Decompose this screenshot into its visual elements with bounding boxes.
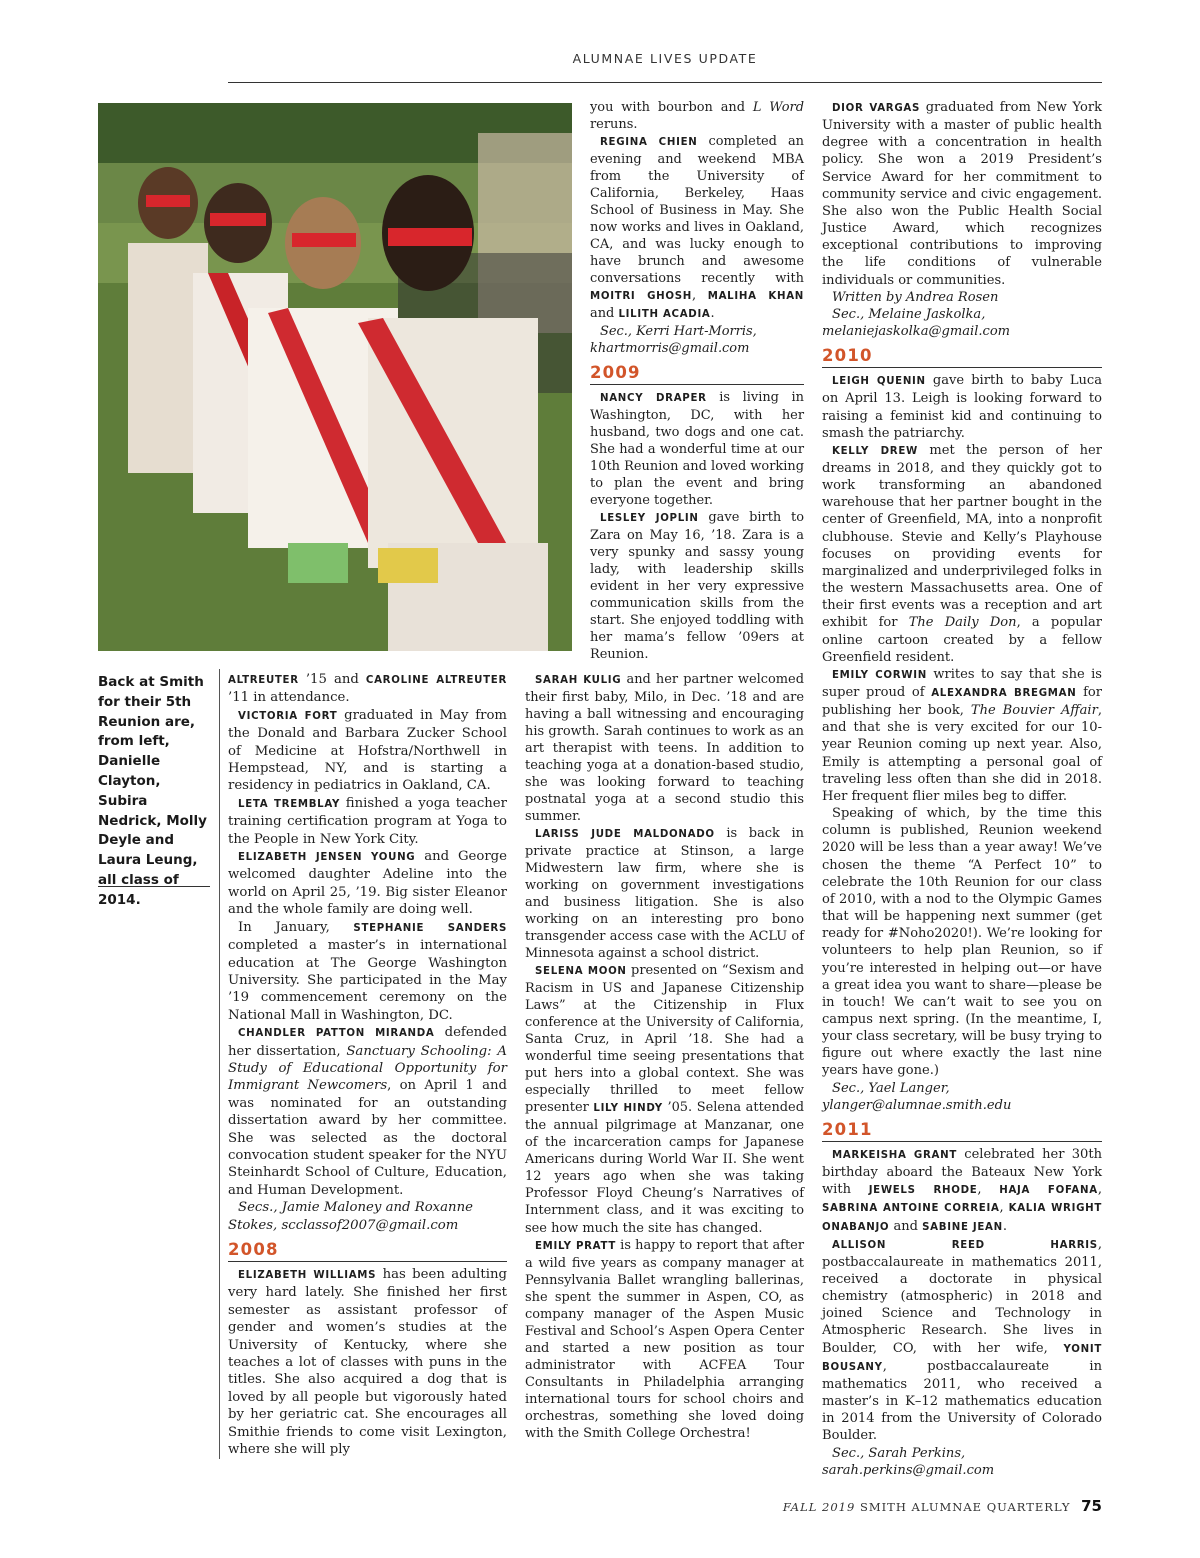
name-sabine-jean: SABINE JEAN [922, 1221, 1003, 1233]
note-markeisha-grant: MARKEISHA GRANT celebrated her 30th birthday aboard the Bateaux New York with JEWELS RHODE, HAJA FOFANA, SABRINA ANTOINE CORREIA, KALIA WRIGHT ONABANJO and SABINE JEAN. [822, 1146, 1103, 1234]
note-kelly-drew: KELLY DREW met the person of her dreams in 2018, and they quickly got to work transforming an abandoned warehouse that her partner bought in the center of Greenfield, MA, into a nonprofit clubhouse. Stevie and Kelly’s Playhouse focuses on providing events for marginalized and underprivileged folks in the western Massachusetts area. One of their first events was a reception and art exhibit for The Daily Don, a popular online cartoon created by a fellow Greenfield resident. [822, 442, 1102, 665]
note-emily-corwin: EMILY CORWIN writes to say that she is super proud of ALEXANDRA BREGMAN for publishing her book, The Bouvier Affair, and that she is very excited for our 10-year Reunion coming up next year. Also, Emily is attempting a personal goal of traveling less often than she did in 2018. Her frequent flier miles beg to differ. [822, 666, 1103, 804]
note-sarah-kulig: SARAH KULIG and her partner welcomed their first baby, Milo, in Dec. ’18 and are having a ball witnessing and encouraging his growth. Sarah continues to work as an art therapist with teens. In addition to teaching yoga at a donation-based studio, she was looking forward to teaching postnatal yoga at a second studio this summer. [525, 672, 804, 825]
name-selena-moon: SELENA MOON [535, 966, 627, 978]
note-chandler-patton-miranda: CHANDLER PATTON MIRANDA defended her dissertation, Sanctuary Schooling: A Study of Educational Opportunity for Immigrant Newcomers, on April 1 and was nominated for an outstanding dissertation award by her committee. She was selected as the doctoral convocation student speaker for the NYU Steinhardt School of Culture, Education, and Human Development. [228, 1025, 507, 1198]
name-nancy-draper: NANCY DRAPER [600, 393, 707, 405]
note-selena-moon: SELENA MOON presented on “Sexism and Racism in US and Japanese Citizenship Laws” at the Citizenship in Flux conference at the University of California, Santa Cruz, in April ’18. She had a wonderful time seeing presentations that put hers into a global context. She was especially thrilled to meet fellow presenter LILY HINDY ’05. Selena attended the annual pilgrimage at Manzanar, one of the incarceration camps for Japanese Americans during World War II. She went 12 years ago when she was taking Professor Floyd Cheung’s Narratives of Internment class, and it was exciting to see how much the site has changed. [525, 963, 805, 1236]
name-dior-vargas: DIOR VARGAS [832, 103, 921, 114]
name-alexandra-bregman: ALEXANDRA BREGMAN [931, 688, 1077, 699]
note-altreuter: ALTREUTER ’15 and CAROLINE ALTREUTER ’11 in attendance. [228, 672, 508, 706]
note-dior-vargas: DIOR VARGAS graduated from New York University with a master of public health degree with a concentration in health policy. She won a 2019 President’s Service Award for her commitment to community service and civic engagement. She also won the Public Health Social Justice Award, which recognizes exceptional contributions to improving the life conditions of vulnerable individuals or communities. [822, 100, 1102, 288]
name-regina-chien: REGINA CHIEN [600, 137, 698, 149]
name-lily-hindy: LILY HINDY [593, 1103, 663, 1115]
name-stephanie-sanders: STEPHANIE SANDERS [353, 922, 507, 934]
column-right [822, 99, 1102, 1479]
note-elizabeth-jensen-young: ELIZABETH JENSEN YOUNG and George welcomed daughter Adeline into the world on April 25, ’19. Big sister Eleanor and the whole family are doing well. [228, 849, 507, 918]
secretary-2009-email: melaniejaskolka@gmail.com [822, 324, 1011, 340]
year-heading-2010: 2010 [822, 346, 1102, 368]
written-by: Written by Andrea Rosen [832, 289, 999, 305]
name-moitri-ghosh: MOITRI GHOSH [590, 291, 693, 303]
note-stephanie-sanders: In January, STEPHANIE SANDERS completed a master’s in international education at The George Washington University. She participated in the May ’19 commencement ceremony on the National Mall in Washington, DC. [228, 919, 507, 1023]
photo-caption: Back at Smith for their 5th Reunion are, from left, Danielle Clayton, Subira Nedrick, Molly Deyle and Laura Leung, all class of 2014. [98, 674, 207, 908]
column-middle-bottom [525, 671, 804, 1442]
name-elizabeth-williams: ELIZABETH WILLIAMS [238, 1270, 377, 1281]
note-emily-pratt: EMILY PRATT is happy to report that after a wild five years as company manager at Pennsylvania Ballet wrangling ballerinas, she spent the summer in Aspen, CO, as company manager of the Aspen Music Festival and School’s Aspen Opera Center and started a new position as tour administrator with ACFEA Tour Consultants in Philadelphia arranging international tours for school choirs and orchestras, something she loved doing with the Smith College Orchestra! [525, 1237, 805, 1441]
name-emily-pratt: EMILY PRATT [535, 1240, 617, 1252]
note-reunion-2020: Speaking of which, by the time this column is published, Reunion weekend 2020 will be less than a year away! We’ve chosen the theme “A Perfect 10” to celebrate the 10th Reunion for our class of 2010, with a nod to the Olympic Games that will be happening next summer (get ready for #Noho2020!). We’re looking for volunteers to help plan Reunion, so if you’re interested in helping out—or have a great idea you want to share—please be in touch! We can’t wait to see you on campus next spring. (In the meantime, I, your class secretary, will be busy trying to figure out where exactly the last nine years have gone.) [822, 806, 1102, 1079]
name-victoria-fort: VICTORIA FORT [238, 710, 338, 722]
secretary-2007: Secs., Jamie Maloney and Roxanne Stokes, scclassof2007@gmail.com [228, 1200, 473, 1233]
year-heading-2009: 2009 [590, 363, 804, 385]
page-number: 75 [1081, 1497, 1102, 1515]
secretary-2008-name: Sec., Kerri Hart-Morris, [600, 324, 757, 340]
note-lariss-jude-maldonado: LARISS JUDE MALDONADO is back in private practice at Stinson, a large Midwestern law firm, where she is working on government investigations and business litigation. She is also working on an interesting pro bono transgender access case with the ACLU of Minnesota against a school district. [525, 826, 804, 962]
year-heading-2011: 2011 [822, 1120, 1102, 1142]
note-continued: you with bourbon and L Word reruns. [590, 100, 804, 133]
secretary-2010-name: Sec., Yael Langer, [832, 1080, 950, 1096]
note-leta-tremblay: LETA TREMBLAY finished a yoga teacher training certification program at Yoga to the People in New York City. [228, 795, 507, 847]
note-regina-chien: REGINA CHIEN completed an evening and weekend MBA from the University of California, Berkeley, Haas School of Business in May. She now works and lives in Oakland, CA, and was lucky enough to have brunch and awesome conversations recently with MOITRI GHOSH, MALIHA KHAN and LILITH ACADIA. [590, 134, 805, 322]
name-emily-corwin: EMILY CORWIN [832, 669, 927, 681]
secretary-2011-name: Sec., Sarah Perkins, [832, 1445, 966, 1461]
name-lesley-joplin: LESLEY JOPLIN [600, 513, 699, 525]
name-lilith-acadia: LILITH ACADIA [618, 309, 711, 321]
caption-rule [98, 886, 210, 887]
name-lariss-jude-maldonado: LARISS JUDE MALDONADO [535, 829, 715, 841]
column-divider [219, 669, 220, 1459]
name-chandler-patton-miranda: CHANDLER PATTON MIRANDA [238, 1028, 435, 1040]
reunion-photo-illustration [98, 103, 572, 651]
note-victoria-fort: VICTORIA FORT graduated in May from the Donald and Barbara Zucker School of Medicine at Hofstra/Northwell in Hempstead, NY, and is starting a residency in pediatrics in Oakland, CA. [228, 707, 507, 794]
name-caroline-altreuter: CAROLINE ALTREUTER [365, 675, 508, 686]
name-haja-fofana: HAJA FOFANA [999, 1185, 1098, 1197]
name-sarah-kulig: SARAH KULIG [535, 675, 622, 686]
secretary-2009-name: Sec., Melaine Jaskolka, [832, 306, 986, 322]
secretary-2008-email: khartmorris@gmail.com [590, 341, 750, 357]
header-rule [228, 82, 1102, 83]
name-yonit-bousany: YONIT BOUSANY [822, 1343, 1102, 1373]
name-maliha-khan: MALIHA KHAN [707, 291, 805, 303]
name-jewels-rhode: JEWELS RHODE [868, 1185, 978, 1197]
name-altreuter: ALTREUTER [228, 675, 299, 686]
secretary-2010-email: ylanger@alumnae.smith.edu [822, 1097, 1012, 1113]
name-kelly-drew: KELLY DREW [832, 445, 918, 457]
note-elizabeth-williams: ELIZABETH WILLIAMS has been adulting very hard lately. She finished her first semester as assistant professor of gender and women’s studies at the University of Kentucky, where she teaches a lot of classes with puns in the titles. She also acquired a dog that is loved by all people but vigorously hated by her geriatric cat. She encourages all Smithie friends to come visit Lexington, where she will ply [228, 1267, 507, 1458]
secretary-2011-email: sarah.perkins@gmail.com [822, 1462, 995, 1478]
name-markeisha-grant: MARKEISHA GRANT [832, 1149, 957, 1161]
reunion-photo [98, 103, 572, 651]
page-footer [600, 1497, 1102, 1515]
note-nancy-draper: NANCY DRAPER is living in Washington, DC, with her husband, two dogs and one cat. She had a wonderful time at our 10th Reunion and loved working to plan the event and bring everyone together. [590, 390, 804, 509]
name-sabrina-antoine-correia: SABRINA ANTOINE CORREIA [822, 1203, 1000, 1215]
note-allison-reed-harris: ALLISON REED HARRIS, postbaccalaureate in mathematics 2011, received a doctorate in physical chemistry (atmospheric) in 2018 and joined Science and Technology in Atmospheric Research. She lives in Boulder, CO, with her wife, YONIT BOUSANY, postbaccalaureate in mathematics 2011, who received a master’s in K–12 mathematics education in 2014 from the University of Colorado Boulder. [822, 1236, 1102, 1444]
name-elizabeth-jensen-young: ELIZABETH JENSEN YOUNG [238, 852, 416, 864]
name-kalia-wright-onabanjo: KALIA WRIGHT ONABANJO [822, 1203, 1103, 1233]
name-allison-reed-harris: ALLISON REED HARRIS [832, 1239, 1098, 1251]
footer-magazine: SMITH ALUMNAE QUARTERLY [859, 1500, 1071, 1514]
year-heading-2008: 2008 [228, 1240, 507, 1262]
note-leigh-quenin: LEIGH QUENIN gave birth to baby Luca on April 13. Leigh is looking forward to raising a feminist kid and continuing to smash the patriarchy. [822, 373, 1102, 441]
running-head: ALUMNAE LIVES UPDATE [572, 51, 758, 66]
column-middle-top [590, 99, 804, 663]
footer-issue: FALL 2019 [782, 1500, 856, 1514]
column-left [228, 671, 507, 1458]
name-leigh-quenin: LEIGH QUENIN [832, 376, 926, 388]
name-leta-tremblay: LETA TREMBLAY [238, 798, 341, 810]
note-lesley-joplin: LESLEY JOPLIN gave birth to Zara on May 16, ’18. Zara is a very spunky and sassy young lady, with leadership skills evident in her very expressive communication skills from the start. She enjoyed toddling with her mama’s fellow ’09ers at Reunion. [590, 510, 804, 663]
